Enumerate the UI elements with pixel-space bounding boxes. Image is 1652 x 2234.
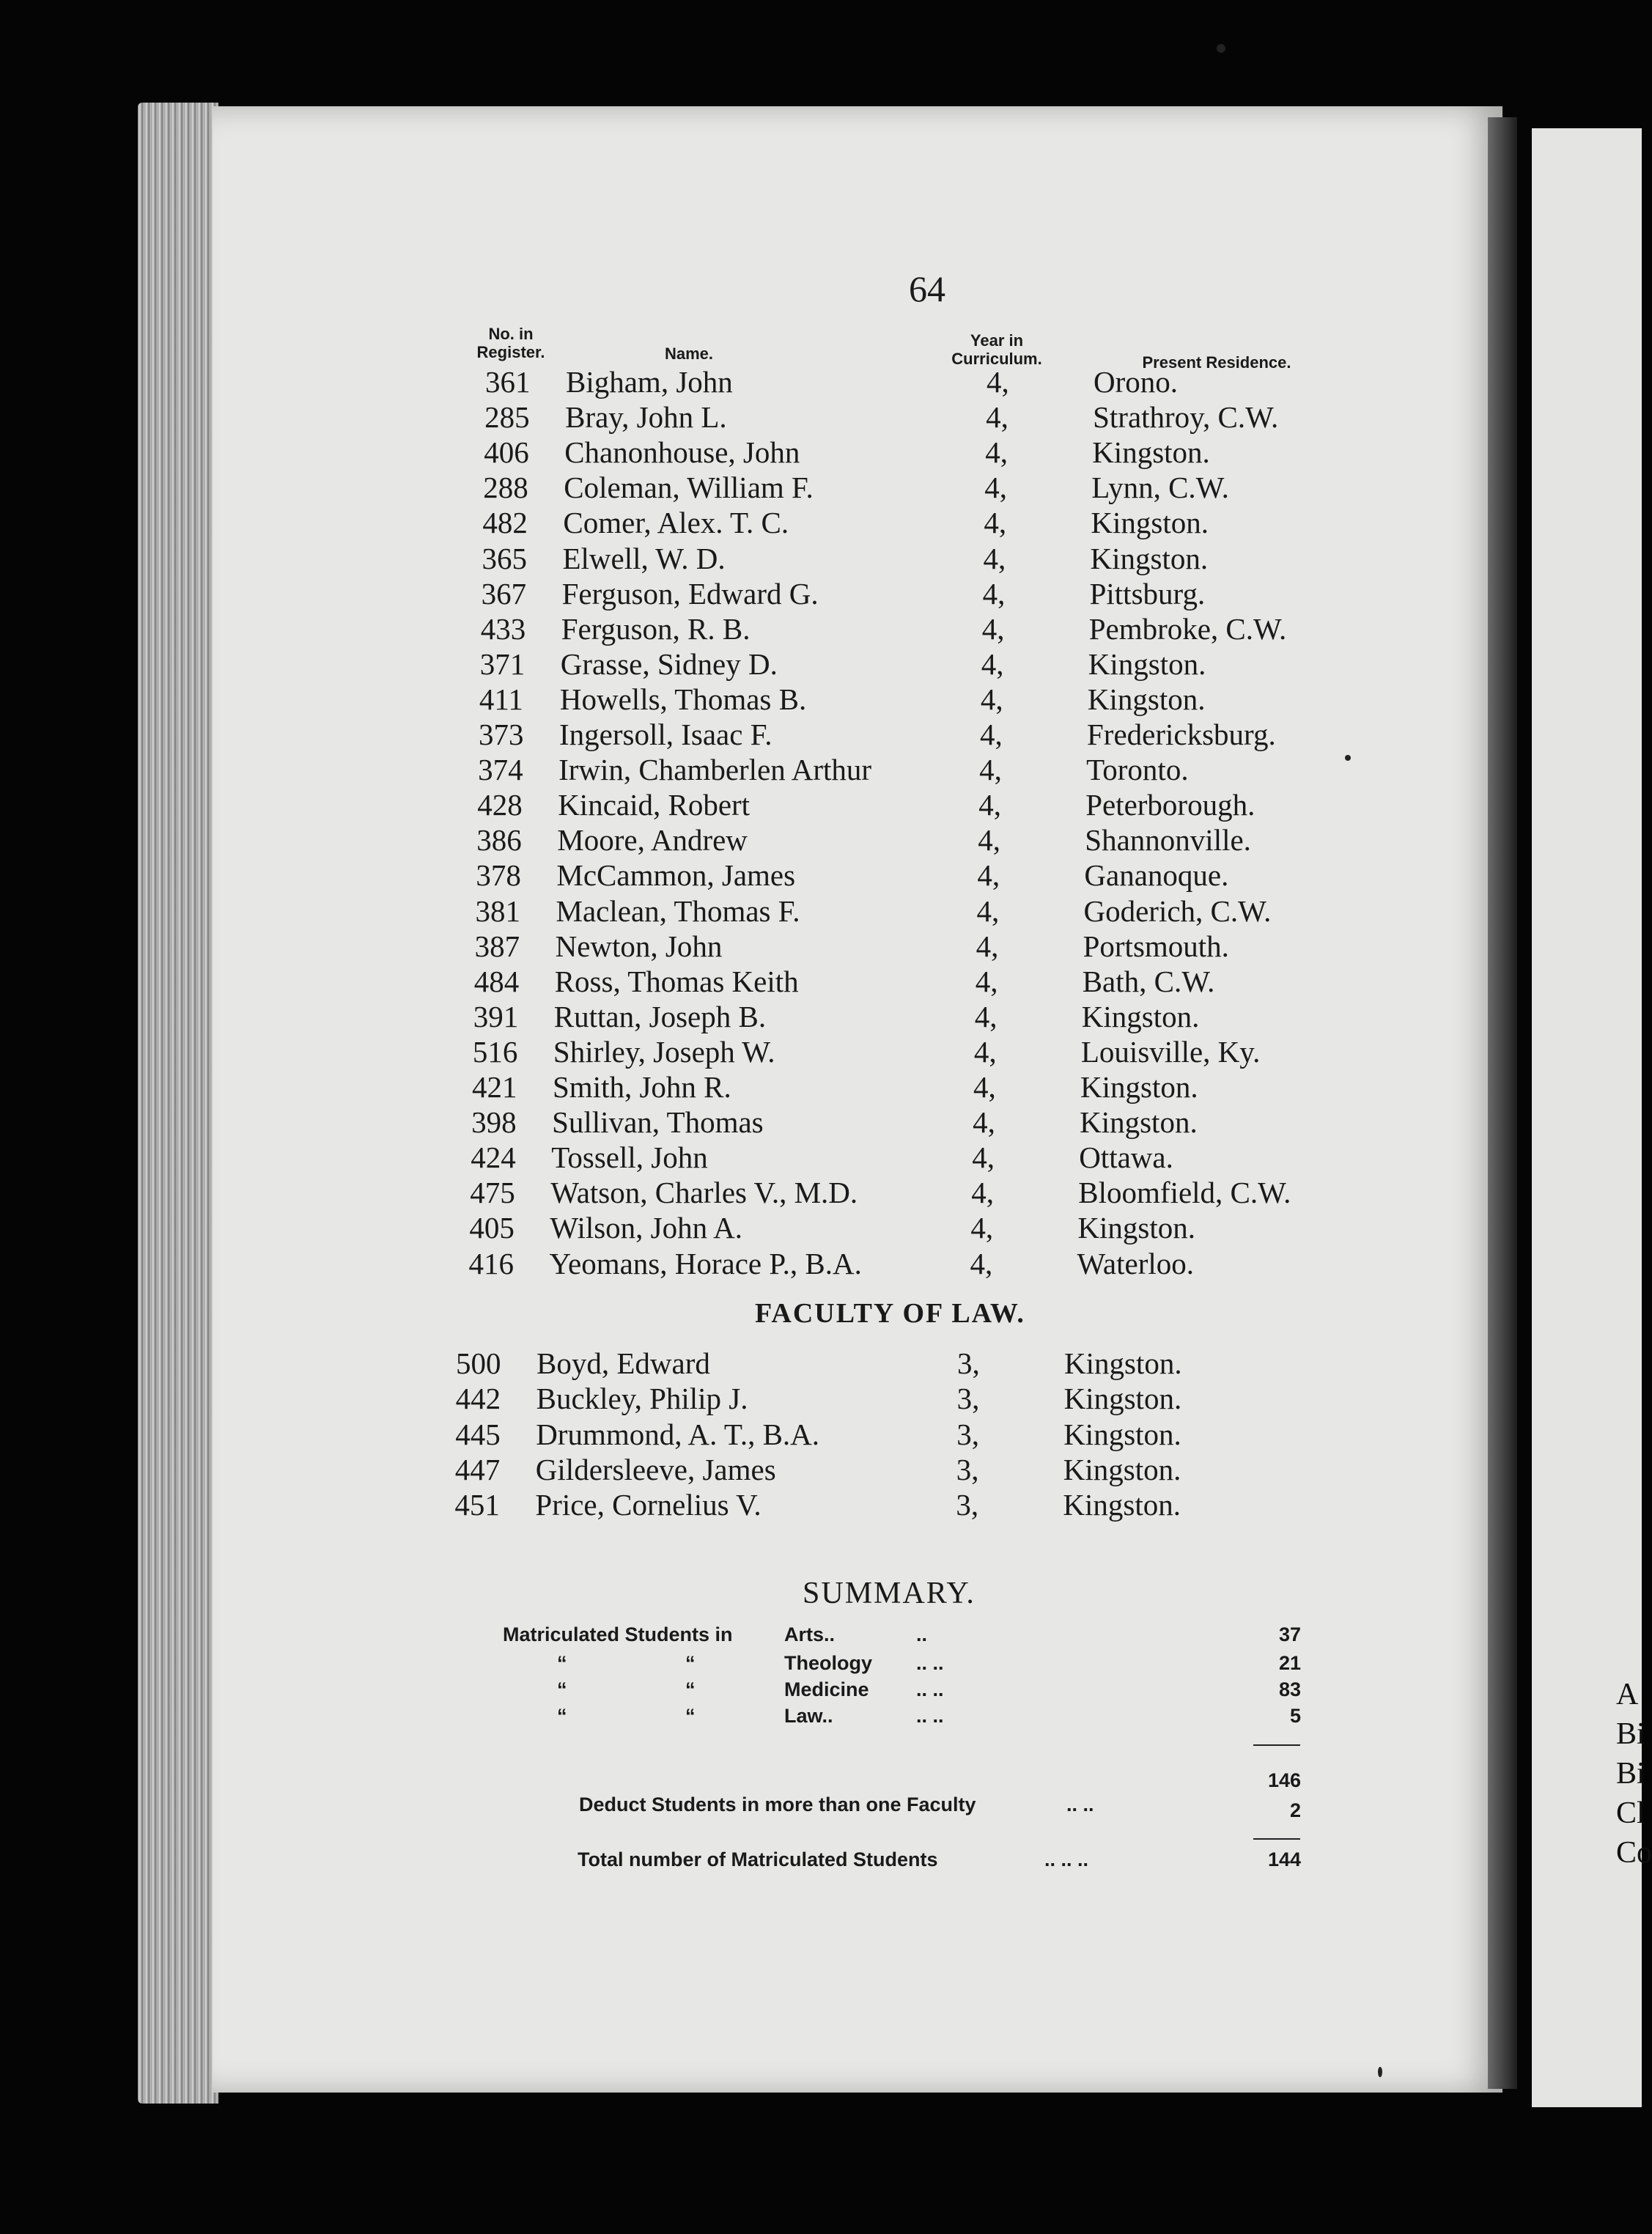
curriculum-year: 4, — [980, 718, 1003, 751]
present-residence: Peterborough. — [1085, 788, 1255, 822]
student-name: Elwell, W. D. — [562, 541, 726, 575]
summary-title: SUMMARY. — [803, 1577, 976, 1610]
deduct-label: Deduct Students in more than one Faculty — [579, 1794, 976, 1815]
register-number: 424 — [471, 1140, 516, 1175]
student-name: Comer, Alex. T. C. — [563, 506, 789, 540]
student-name: McCammon, James — [556, 858, 796, 893]
register-number: 442 — [455, 1382, 501, 1416]
present-residence: Ottawa. — [1079, 1140, 1173, 1175]
register-number: 387 — [474, 929, 520, 963]
present-residence: Kingston. — [1063, 1452, 1181, 1486]
present-residence: Kingston. — [1088, 646, 1206, 681]
ditto-mark: “ — [557, 1678, 567, 1700]
summary-faculty-law: Law.. — [784, 1705, 833, 1727]
register-number: 288 — [483, 471, 528, 505]
summary-faculty-arts: Arts.. — [784, 1623, 836, 1645]
present-residence: Kingston. — [1080, 1070, 1198, 1104]
summary-dots: .. .. — [916, 1705, 944, 1727]
faculty-of-law-heading: FACULTY OF LAW. — [755, 1298, 1025, 1329]
summary-dots: .. — [916, 1623, 928, 1645]
facing-page-letter: Co — [1616, 1836, 1652, 1870]
curriculum-year: 4, — [970, 1211, 994, 1245]
register-number: 445 — [455, 1417, 501, 1451]
curriculum-year: 4, — [976, 893, 1000, 928]
present-residence: Waterloo. — [1077, 1246, 1194, 1280]
summary-value-theology: 21 — [1278, 1652, 1301, 1674]
header-no-in-register: No. in Register. — [476, 325, 545, 361]
register-number: 421 — [472, 1070, 517, 1104]
present-residence: Kingston. — [1080, 1105, 1198, 1140]
register-number: 484 — [473, 964, 520, 998]
register-number: 405 — [469, 1211, 515, 1245]
header-name: Name. — [664, 344, 714, 363]
register-number: 378 — [476, 858, 521, 893]
register-number: 433 — [480, 611, 526, 646]
summary-value-arts: 37 — [1278, 1623, 1301, 1645]
register-number: 361 — [485, 365, 531, 399]
deduct-value: 2 — [1289, 1799, 1301, 1821]
student-name: Bray, John L. — [565, 400, 727, 435]
register-number: 428 — [477, 788, 523, 822]
curriculum-year: 4, — [978, 823, 1001, 858]
present-residence: Kingston. — [1091, 506, 1209, 540]
student-name: Ingersoll, Isaac F. — [559, 718, 772, 751]
student-name: Howells, Thomas B. — [559, 682, 807, 716]
present-residence: Kingston. — [1077, 1211, 1195, 1245]
dust-speck — [1217, 44, 1225, 53]
present-residence: Orono. — [1094, 365, 1179, 399]
curriculum-year: 4, — [982, 576, 1006, 611]
header-year-in-curriculum: Year in Curriculum. — [951, 331, 1042, 368]
register-number: 381 — [475, 893, 520, 928]
dust-speck — [1378, 2067, 1382, 2077]
facing-page-text — [1616, 1675, 1652, 1873]
facing-page-letter: Bi — [1616, 1757, 1645, 1791]
curriculum-year: 4, — [984, 506, 1007, 540]
curriculum-year: 4, — [987, 365, 1009, 399]
register-number: 406 — [484, 435, 529, 470]
summary-rule — [1253, 1744, 1300, 1746]
student-name: Yeomans, Horace P., B.A. — [549, 1246, 862, 1280]
present-residence: Fredericksburg. — [1087, 718, 1276, 751]
register-number: 447 — [454, 1452, 501, 1486]
student-name: Wilson, John A. — [550, 1211, 742, 1245]
student-name: Shirley, Joseph W. — [553, 1034, 775, 1069]
student-name: Coleman, William F. — [564, 471, 814, 505]
curriculum-year: 3, — [956, 1488, 979, 1522]
student-name: Maclean, Thomas F. — [556, 893, 800, 928]
total-value: 144 — [1267, 1848, 1301, 1870]
student-name: Boyd, Edward — [536, 1346, 710, 1380]
facing-page-letter: Cl — [1616, 1796, 1645, 1830]
present-residence: Strathroy, C.W. — [1093, 400, 1279, 435]
summary-lead: Matriculated Students in — [503, 1623, 733, 1645]
register-number: 285 — [484, 400, 530, 435]
facing-page-letter: A — [1616, 1678, 1639, 1711]
register-number: 391 — [473, 999, 519, 1033]
curriculum-year: 4, — [971, 1176, 995, 1210]
register-number: 371 — [479, 646, 526, 681]
curriculum-year: 3, — [956, 1382, 980, 1416]
summary-value-medicine: 83 — [1278, 1678, 1301, 1700]
curriculum-year: 4, — [972, 1140, 995, 1175]
summary-dots: .. .. — [916, 1652, 944, 1674]
curriculum-year: 4, — [983, 541, 1006, 575]
register-number: 482 — [482, 506, 528, 540]
ditto-mark: “ — [685, 1705, 696, 1727]
summary-faculty-medicine: Medicine — [784, 1678, 869, 1700]
present-residence: Kingston. — [1090, 541, 1209, 575]
curriculum-year: 3, — [956, 1417, 979, 1451]
student-name: Grasse, Sidney D. — [560, 646, 778, 681]
total-label: Total number of Matriculated Students — [578, 1848, 938, 1870]
summary-faculty-theology: Theology — [784, 1652, 872, 1674]
register-number: 516 — [472, 1034, 518, 1069]
register-number: 398 — [471, 1105, 517, 1140]
deduct-dots: .. .. — [1066, 1794, 1094, 1815]
student-name: Moore, Andrew — [557, 823, 748, 858]
student-name: Buckley, Philip J. — [536, 1382, 748, 1416]
student-name: Ross, Thomas Keith — [554, 964, 799, 998]
present-residence: Kingston. — [1063, 1417, 1181, 1451]
present-residence: Pembroke, C.W. — [1088, 611, 1287, 646]
register-number: 416 — [468, 1246, 514, 1280]
present-residence: Lynn, C.W. — [1091, 471, 1229, 505]
present-residence: Gananoque. — [1084, 858, 1229, 893]
register-number: 411 — [479, 682, 523, 716]
register-number: 451 — [454, 1488, 500, 1522]
curriculum-year: 4, — [978, 788, 1001, 822]
present-residence: Louisville, Ky. — [1080, 1034, 1261, 1069]
present-residence: Goderich, C.W. — [1083, 893, 1272, 928]
curriculum-year: 4, — [981, 646, 1004, 681]
student-name: Gildersleeve, James — [535, 1452, 776, 1486]
curriculum-year: 4, — [970, 1246, 993, 1280]
register-number: 367 — [481, 576, 527, 611]
ditto-mark: “ — [557, 1705, 567, 1727]
curriculum-year: 4, — [975, 964, 998, 998]
register-number: 365 — [482, 541, 527, 575]
student-name: Drummond, A. T., B.A. — [536, 1417, 820, 1451]
student-name: Smith, John R. — [553, 1070, 731, 1104]
curriculum-year: 4, — [985, 435, 1008, 470]
ditto-mark: “ — [685, 1652, 696, 1674]
student-name: Bigham, John — [566, 365, 733, 399]
curriculum-year: 4, — [974, 999, 998, 1033]
register-number: 373 — [479, 718, 524, 751]
present-residence: Kingston. — [1063, 1382, 1182, 1416]
summary-dots: .. .. — [916, 1678, 944, 1700]
register-number: 475 — [470, 1176, 515, 1210]
present-residence: Shannonville. — [1085, 823, 1251, 858]
page-number: 64 — [909, 268, 945, 309]
student-name: Ruttan, Joseph B. — [553, 999, 767, 1033]
student-name: Chanonhouse, John — [564, 435, 800, 470]
ditto-mark: “ — [685, 1678, 696, 1700]
present-residence: Bath, C.W. — [1082, 964, 1215, 998]
present-residence: Kingston. — [1064, 1346, 1182, 1380]
dust-speck — [1345, 755, 1351, 761]
student-name: Tossell, John — [551, 1140, 708, 1175]
curriculum-year: 4, — [979, 753, 1002, 787]
total-dots: .. .. .. — [1044, 1848, 1089, 1870]
present-residence: Kingston. — [1087, 682, 1206, 716]
curriculum-year: 4, — [973, 1105, 995, 1140]
present-residence: Portsmouth. — [1083, 929, 1229, 963]
register-number: 374 — [478, 753, 523, 787]
curriculum-year: 4, — [984, 471, 1008, 505]
curriculum-year: 4, — [976, 929, 999, 963]
student-name: Sullivan, Thomas — [552, 1105, 764, 1140]
present-residence: Pittsburg. — [1089, 576, 1206, 611]
summary-subtotal: 146 — [1267, 1769, 1301, 1791]
present-residence: Bloomfield, C.W. — [1078, 1176, 1291, 1210]
book-page-edges — [138, 103, 218, 2104]
curriculum-year: 3, — [957, 1346, 980, 1380]
student-name: Price, Cornelius V. — [535, 1488, 762, 1522]
ditto-mark: “ — [557, 1652, 567, 1674]
summary-value-law: 5 — [1289, 1705, 1301, 1727]
curriculum-year: 4, — [973, 1070, 996, 1104]
curriculum-year: 4, — [977, 858, 1000, 893]
curriculum-year: 4, — [980, 682, 1003, 716]
curriculum-year: 4, — [973, 1034, 997, 1069]
curriculum-year: 3, — [956, 1452, 979, 1486]
curriculum-year: 4, — [986, 400, 1008, 435]
present-residence: Kingston. — [1092, 435, 1210, 470]
present-residence: Toronto. — [1086, 753, 1189, 787]
total-rule — [1253, 1838, 1300, 1840]
present-residence: Kingston. — [1063, 1488, 1181, 1522]
book-binding — [1488, 117, 1517, 2089]
student-name: Newton, John — [555, 929, 723, 963]
student-name: Irwin, Chamberlen Arthur — [558, 753, 872, 787]
present-residence: Kingston. — [1081, 999, 1200, 1033]
header-present-residence: Present Residence. — [1142, 353, 1291, 372]
student-name: Kincaid, Robert — [558, 788, 751, 822]
student-name: Watson, Charles V., M.D. — [550, 1176, 858, 1210]
curriculum-year: 4, — [981, 611, 1005, 646]
student-name: Ferguson, R. B. — [561, 611, 751, 646]
register-number: 500 — [456, 1346, 501, 1380]
facing-page-letter: Bi — [1616, 1717, 1645, 1751]
register-number: 386 — [476, 823, 522, 858]
student-name: Ferguson, Edward G. — [561, 576, 819, 611]
